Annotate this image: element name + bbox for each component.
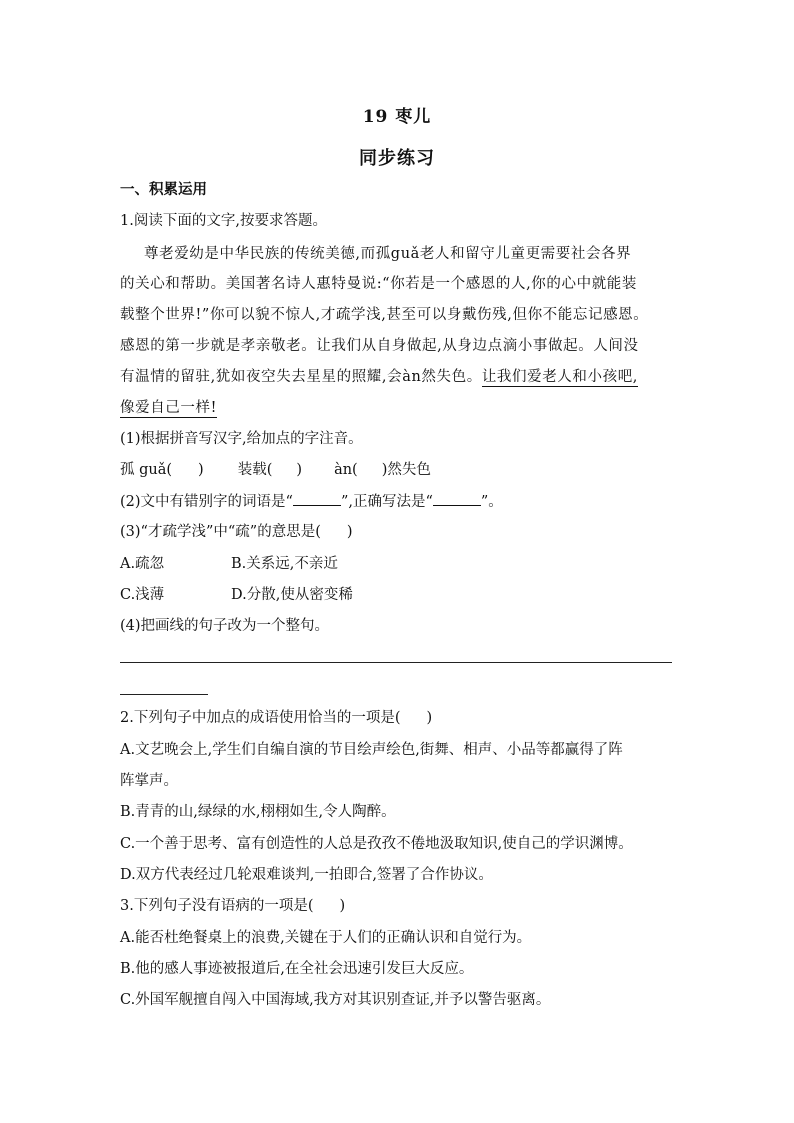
section-heading: 一、积累运用 <box>120 181 207 198</box>
q1-sub2 <box>120 491 503 512</box>
q1-prompt: 1.阅读下面的文字,按要求答题。 <box>120 213 327 229</box>
q3-prompt-text: 3.下列句子没有语病的一项是( <box>120 898 314 914</box>
item-zhuangzai-open: 装载( <box>237 462 273 478</box>
passage-line-5-text: 有温情的留驻,犹如夜空失去星星的照耀,会àn然失色。 <box>120 369 482 385</box>
q2-prompt <box>120 708 432 728</box>
passage-line-6 <box>120 398 217 418</box>
q2-option-a[interactable]: A.文艺晚会上,学生们自编自演的节目绘声绘色,街舞、相声、小品等都赢得了阵 <box>120 742 623 758</box>
passage-line-3: 载整个世界!”你可以貌不惊人,才疏学浅,甚至可以身戴伤残,但你不能忘记感恩。 <box>120 307 649 323</box>
answer-line-1[interactable] <box>120 662 672 663</box>
item-gua-open: 孤 guǎ( <box>120 462 173 478</box>
sub2-text-c: ”。 <box>480 494 503 510</box>
sub2-text-b: ”,正确写法是“ <box>340 494 433 510</box>
sub2-text-a: (2)文中有错别字的词语是“ <box>120 494 293 510</box>
sub3-text: (3)“才疏学浅”中“疏”的意思是( <box>120 524 321 540</box>
q3-prompt-close: ) <box>339 898 346 914</box>
sub3-option-b[interactable]: B.关系远,不亲近 <box>231 556 338 572</box>
passage-line-5 <box>120 367 638 387</box>
exercise-subtitle: 同步练习 <box>359 148 435 169</box>
q1-sub1-items <box>120 460 431 480</box>
answer-blank-wrong-word[interactable] <box>293 491 341 506</box>
underlined-sentence-part-2: 像爱自己一样! <box>120 400 218 416</box>
q3-option-a[interactable]: A.能否杜绝餐桌上的浪费,关键在于人们的正确认识和自觉行为。 <box>120 930 532 946</box>
item-gua-close: ) <box>198 462 204 478</box>
underlined-sentence-part-1: 让我们爱老人和小孩吧, <box>481 369 639 385</box>
passage-line-2: 的关心和帮助。美国著名诗人惠特曼说:“你若是一个感恩的人,你的心中就能装 <box>120 276 638 292</box>
q2-option-a-cont: 阵掌声。 <box>120 773 178 789</box>
answer-blank-correct-word[interactable] <box>433 491 481 506</box>
q3-option-b[interactable]: B.他的感人事迹被报道后,在全社会迅速引发巨大反应。 <box>120 961 474 977</box>
item-an-open: àn( <box>334 462 358 478</box>
q1-sub1: (1)根据拼音写汉字,给加点的字注音。 <box>120 431 363 447</box>
sub3-close: ) <box>346 524 353 540</box>
sub3-option-d[interactable]: D.分散,使从密变稀 <box>231 587 353 603</box>
lesson-title: 19 枣儿 <box>362 107 432 127</box>
answer-line-2[interactable] <box>120 694 208 695</box>
q1-sub4: (4)把画线的句子改为一个整句。 <box>120 618 330 634</box>
sub3-option-c[interactable]: C.浅薄 <box>120 587 165 603</box>
q2-option-b[interactable]: B.青青的山,绿绿的水,栩栩如生,令人陶醉。 <box>120 804 396 820</box>
passage-line-4: 感恩的第一步就是孝亲敬老。让我们从自身做起,从身边点滴小事做起。人间没 <box>120 338 639 354</box>
q2-prompt-text: 2.下列句子中加点的成语使用恰当的一项是( <box>120 710 401 726</box>
sub3-option-a[interactable]: A.疏忽 <box>120 556 165 572</box>
item-an-close: )然失色 <box>381 462 431 478</box>
item-zhuangzai-close: ) <box>296 462 303 478</box>
q2-option-d[interactable]: D.双方代表经过几轮艰难谈判,一拍即合,签署了合作协议。 <box>120 867 493 883</box>
q1-sub3 <box>120 522 353 542</box>
q2-prompt-close: ) <box>426 710 433 726</box>
q3-prompt <box>120 896 345 916</box>
q3-option-c[interactable]: C.外国军舰擅自闯入中国海域,我方对其识别查证,并予以警告驱离。 <box>120 992 551 1008</box>
q2-option-c[interactable]: C.一个善于思考、富有创造性的人总是孜孜不倦地汲取知识,使自己的学识渊博。 <box>120 836 633 852</box>
passage-line-1: 尊老爱幼是中华民族的传统美德,而孤guǎ老人和留守儿童更需要社会各界 <box>144 246 632 262</box>
